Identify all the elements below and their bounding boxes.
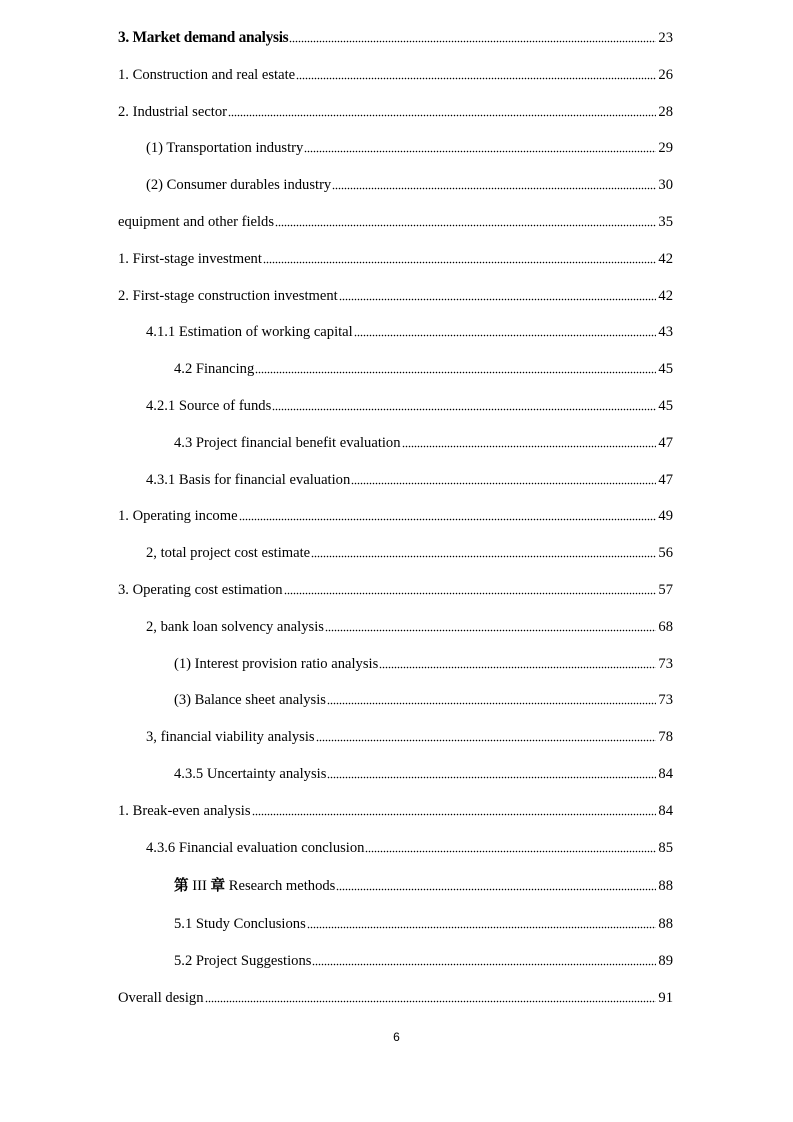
toc-entry[interactable]	[118, 980, 673, 1017]
toc-entry-page: 57	[658, 581, 673, 598]
toc-entry[interactable]	[118, 204, 673, 241]
toc-entry[interactable]	[118, 241, 673, 278]
chapter-title: Research methods	[225, 878, 336, 895]
toc-entry-label: 3. Operating cost estimation	[118, 581, 283, 598]
toc-leader-dots	[351, 472, 656, 486]
chapter-suffix: 章	[210, 877, 226, 895]
toc-entry-page: 43	[658, 324, 673, 341]
toc-leader-dots	[354, 324, 656, 338]
toc-entry[interactable]	[118, 535, 673, 572]
toc-entry-label: 4.3 Project financial benefit evaluation	[174, 434, 401, 451]
toc-entry-page: 73	[658, 692, 673, 709]
toc-entry-label: 5.2 Project Suggestions	[174, 953, 312, 970]
toc-leader-dots	[327, 692, 656, 706]
toc-leader-dots	[312, 953, 656, 967]
toc-entry[interactable]	[118, 943, 673, 980]
toc-entry-label: 2, bank loan solvency analysis	[146, 618, 324, 635]
toc-entry[interactable]	[118, 756, 673, 793]
toc-entry[interactable]	[118, 609, 673, 646]
toc-entry-page: 47	[658, 434, 673, 451]
toc-entry-page: 35	[658, 213, 673, 230]
toc-leader-dots	[365, 840, 656, 854]
toc-entry-page: 88	[658, 878, 673, 895]
toc-entry[interactable]	[118, 498, 673, 535]
toc-leader-dots	[304, 140, 656, 154]
toc-entry-label: 4.1.1 Estimation of working capital	[146, 324, 353, 341]
toc-entry-label: 4.3.1 Basis for financial evaluation	[146, 471, 351, 488]
toc-entry-page: 42	[658, 287, 673, 304]
toc-entry-page: 29	[658, 140, 673, 157]
toc-leader-dots	[275, 214, 656, 228]
toc-leader-dots	[311, 545, 656, 559]
toc-entry-page: 23	[658, 30, 673, 46]
toc-entry-page: 30	[658, 177, 673, 194]
toc-entry-page: 45	[658, 397, 673, 414]
toc-entry-page: 49	[658, 508, 673, 525]
toc-entry-page: 78	[658, 729, 673, 746]
toc-entry-page: 68	[658, 618, 673, 635]
toc-entry[interactable]	[118, 572, 673, 609]
toc-entry-label: 1. Operating income	[118, 508, 238, 525]
toc-entry-page: 45	[658, 361, 673, 378]
table-of-contents	[118, 20, 673, 1017]
toc-leader-dots	[307, 916, 656, 930]
toc-entry-label: 4.2 Financing	[174, 361, 255, 378]
toc-entry[interactable]	[118, 278, 673, 315]
toc-leader-dots	[402, 435, 656, 449]
toc-entry-label: (2) Consumer durables industry	[146, 177, 332, 194]
toc-leader-dots	[289, 30, 656, 44]
toc-entry-page: 73	[658, 655, 673, 672]
toc-entry-page: 84	[658, 765, 673, 782]
toc-entry-page: 89	[658, 953, 673, 970]
toc-entry[interactable]	[118, 793, 673, 830]
toc-entry-label: equipment and other fields	[118, 213, 275, 230]
toc-entry-page: 26	[658, 66, 673, 83]
toc-entry-label: 1. First-stage investment	[118, 250, 262, 267]
toc-entry[interactable]	[118, 425, 673, 462]
toc-entry-label: 3. Market demand analysis	[118, 29, 289, 46]
toc-entry[interactable]	[118, 130, 673, 167]
toc-entry-page: 88	[658, 916, 673, 933]
toc-entry-label: (1) Transportation industry	[146, 140, 304, 157]
toc-entry-label: 4.2.1 Source of funds	[146, 397, 272, 414]
toc-entry[interactable]	[118, 388, 673, 425]
toc-leader-dots	[252, 803, 656, 817]
toc-leader-dots	[316, 729, 656, 743]
toc-entry[interactable]	[118, 646, 673, 683]
toc-entry-page: 84	[658, 802, 673, 819]
toc-leader-dots	[327, 766, 656, 780]
toc-entry[interactable]	[118, 351, 673, 388]
toc-entry[interactable]	[118, 167, 673, 204]
toc-leader-dots	[228, 104, 656, 118]
toc-entry-label: (1) Interest provision ratio analysis	[174, 655, 379, 672]
toc-entry-label: (3) Balance sheet analysis	[174, 692, 326, 709]
toc-leader-dots	[296, 67, 656, 81]
toc-leader-dots	[263, 251, 656, 265]
chapter-numeral: III	[188, 878, 211, 895]
toc-entry-label: 4.3.5 Uncertainty analysis	[174, 765, 327, 782]
toc-entry[interactable]	[118, 20, 673, 57]
toc-entry-label	[174, 866, 335, 906]
toc-entry-label: Overall design	[118, 989, 204, 1006]
toc-entry-page: 28	[658, 103, 673, 120]
toc-leader-dots	[325, 619, 656, 633]
toc-entry-label: 5.1 Study Conclusions	[174, 916, 306, 933]
toc-entry[interactable]	[118, 719, 673, 756]
toc-entry-label: 1. Construction and real estate	[118, 66, 296, 83]
toc-entry-page: 47	[658, 471, 673, 488]
chapter-prefix: 第	[174, 877, 189, 895]
toc-entry[interactable]	[118, 830, 673, 867]
toc-leader-dots	[339, 288, 656, 302]
toc-leader-dots	[239, 508, 656, 522]
toc-entry-label: 1. Break-even analysis	[118, 802, 251, 819]
toc-entry-label: 4.3.6 Financial evaluation conclusion	[146, 839, 365, 856]
toc-entry-page: 85	[658, 839, 673, 856]
toc-entry-label: 2. First-stage construction investment	[118, 287, 338, 304]
toc-entry[interactable]	[118, 682, 673, 719]
toc-entry[interactable]	[118, 314, 673, 351]
toc-entry[interactable]	[118, 866, 673, 906]
toc-entry-page: 42	[658, 250, 673, 267]
toc-entry-page: 56	[658, 545, 673, 562]
toc-leader-dots	[205, 990, 656, 1004]
toc-entry-label: 2. Industrial sector	[118, 103, 228, 120]
toc-leader-dots	[336, 878, 656, 892]
toc-entry[interactable]	[118, 906, 673, 943]
toc-leader-dots	[284, 582, 656, 596]
toc-entry-label: 3, financial viability analysis	[146, 729, 315, 746]
toc-entry[interactable]	[118, 57, 673, 94]
toc-entry-page: 91	[658, 989, 673, 1006]
page-number: 6	[393, 1030, 400, 1044]
toc-entry[interactable]	[118, 94, 673, 131]
toc-leader-dots	[272, 398, 656, 412]
toc-entry[interactable]	[118, 462, 673, 499]
toc-entry-label: 2, total project cost estimate	[146, 545, 311, 562]
toc-leader-dots	[332, 177, 656, 191]
toc-leader-dots	[255, 361, 656, 375]
toc-leader-dots	[379, 656, 656, 670]
